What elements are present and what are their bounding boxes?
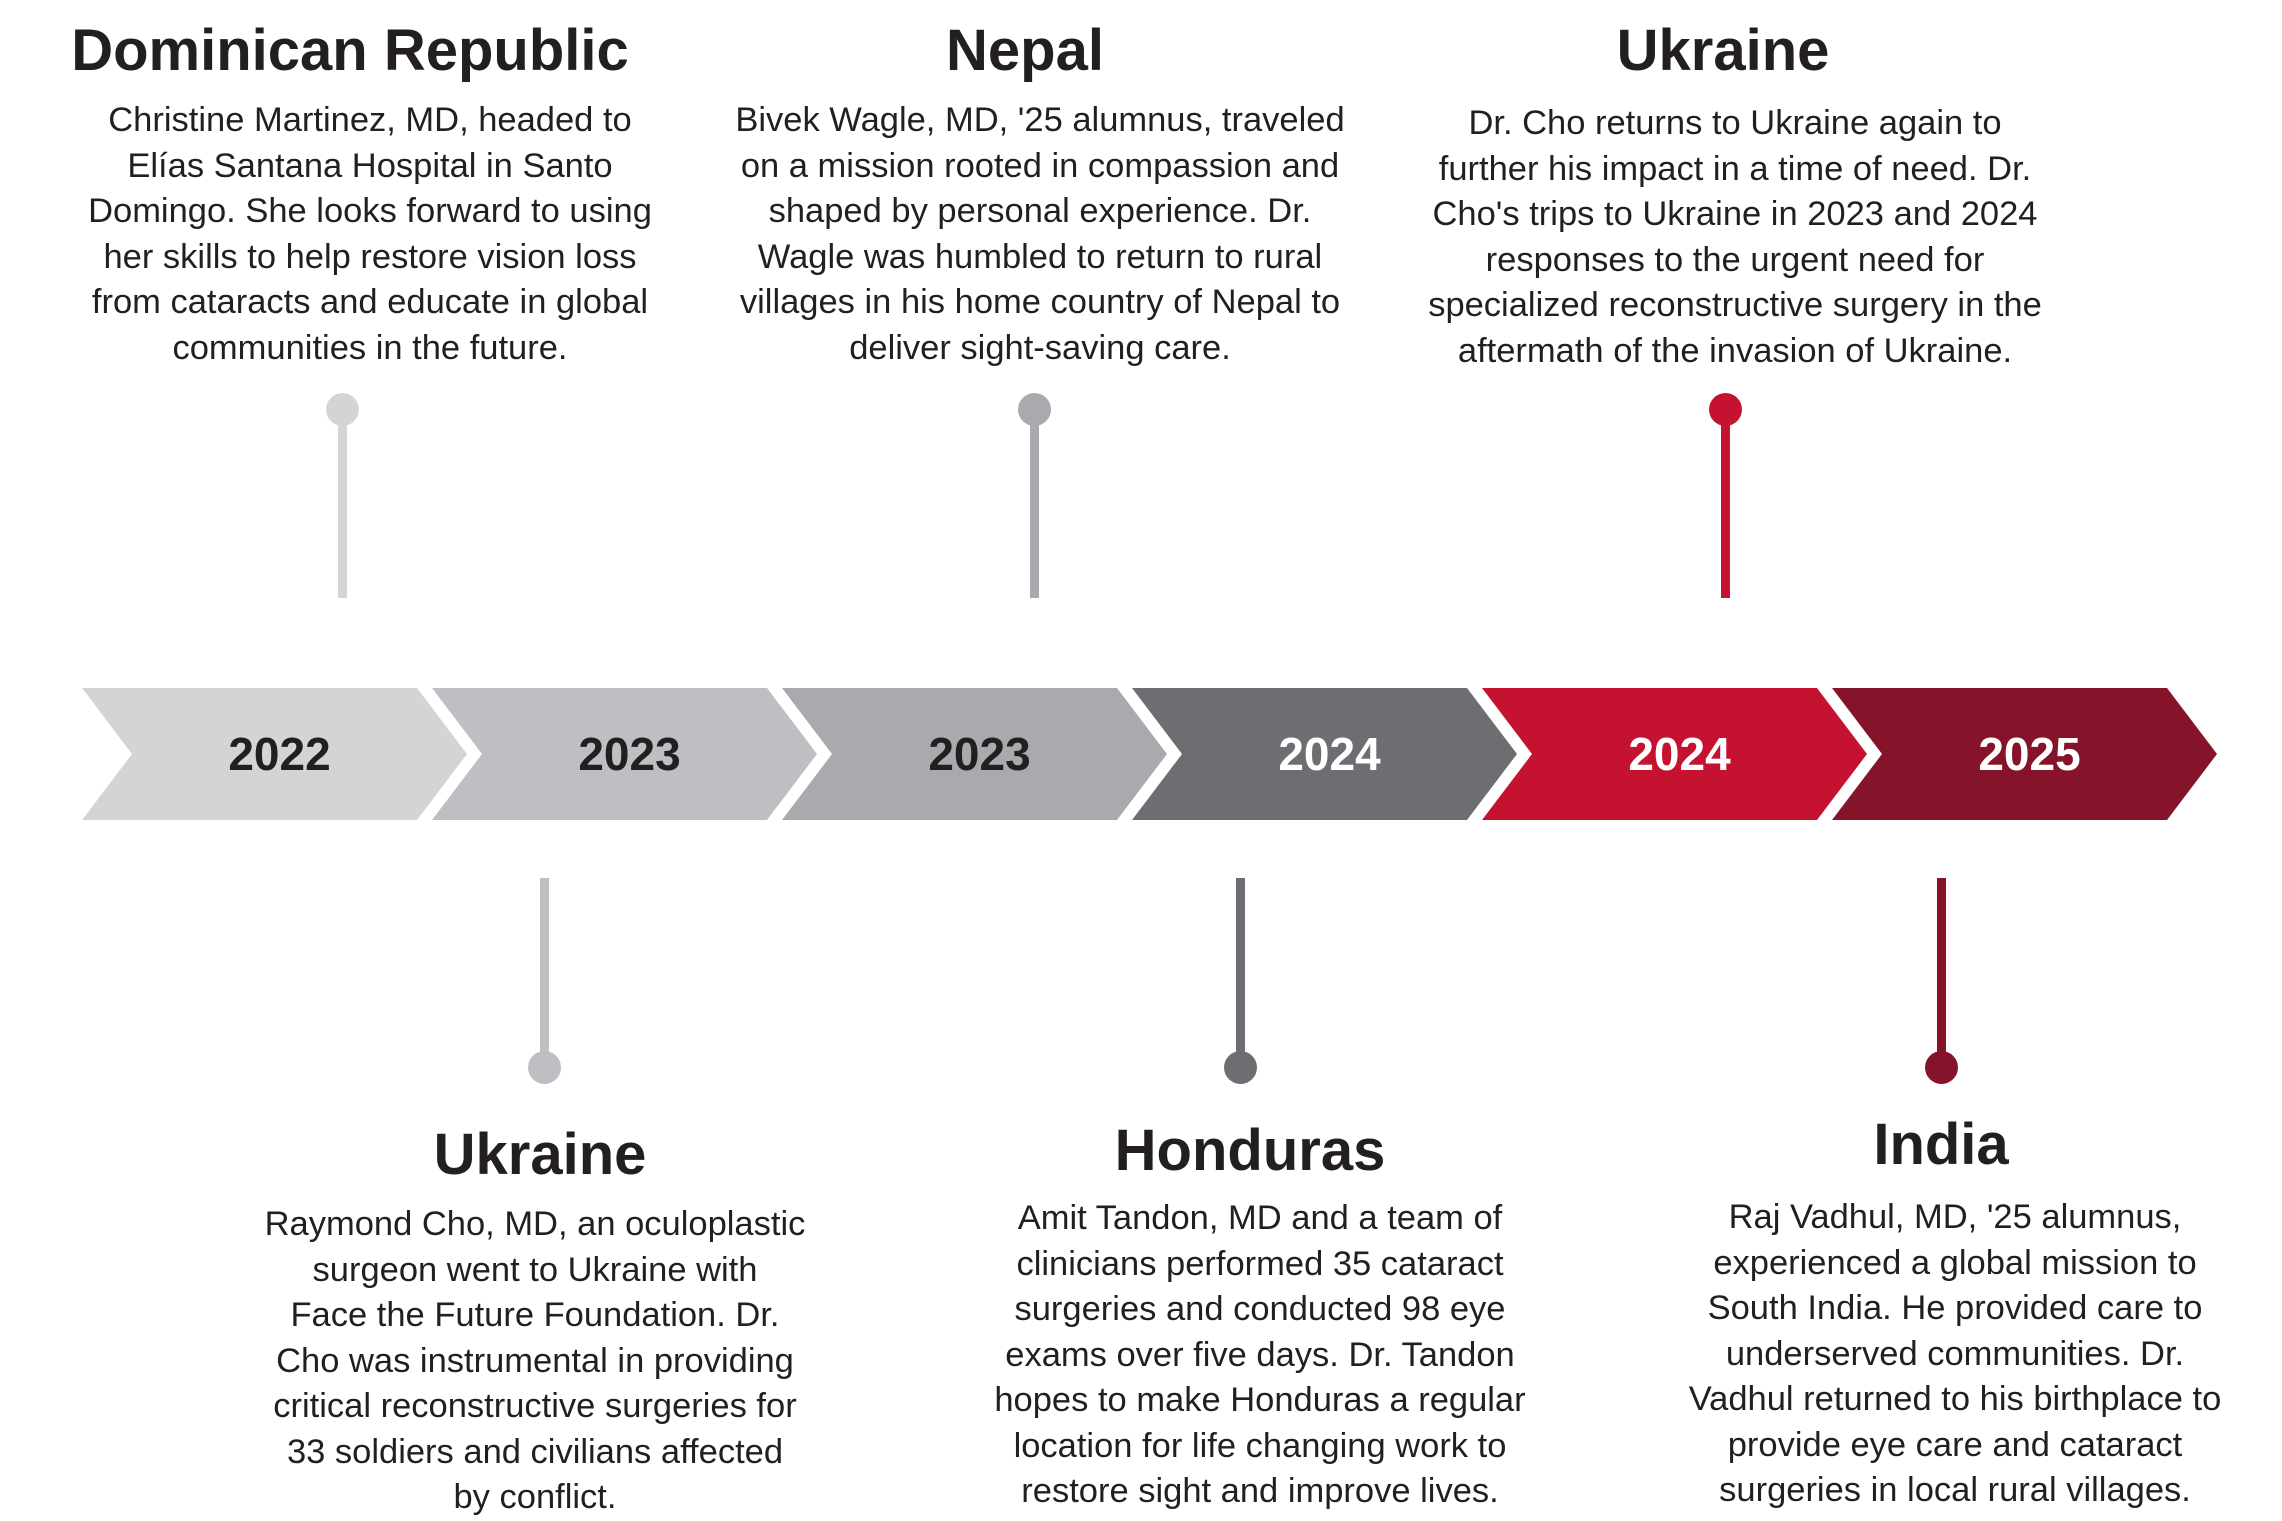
event-title-nepal: Nepal	[946, 18, 1104, 83]
timeline-year-label: 2025	[1978, 728, 2081, 780]
timeline-year-label: 2023	[578, 728, 681, 780]
event-marker-stem	[1721, 408, 1730, 598]
event-description-dominican-republic: Christine Martinez, MD, headed to Elías Santana Hospital in Santo Domingo. She looks forward to using her skills to help restore vision loss from cataracts and educate in global communities in the future.	[88, 101, 652, 367]
timeline-year-label: 2024	[1278, 728, 1381, 780]
event-description-honduras: Amit Tandon, MD and a team of clinicians performed 35 cataract surgeries and conducted 98 eye exams over five days. Dr. Tandon hopes to make Honduras a regular location for life changing work to restore sight and improve lives.	[994, 1199, 1526, 1510]
event-title-india: India	[1873, 1112, 2009, 1177]
event-marker-stem	[540, 878, 549, 1068]
timeline-year-label: 2023	[928, 728, 1031, 780]
event-marker-dot	[1224, 1051, 1257, 1084]
event-title-ukraine-2024: Ukraine	[1616, 18, 1830, 83]
event-title-ukraine-2023: Ukraine	[433, 1122, 647, 1187]
event-marker-dot	[528, 1051, 561, 1084]
event-title-dominican-republic: Dominican Republic	[71, 18, 629, 83]
event-title-honduras: Honduras	[1114, 1118, 1386, 1183]
event-description-ukraine-2024: Dr. Cho returns to Ukraine again to further his impact in a time of need. Dr. Cho's trips to Ukraine in 2023 and 2024 responses to the urgent need for specialized reconstructive surgery in the aftermath of the invasion of Ukraine.	[1428, 104, 2042, 370]
timeline-year-label: 2022	[228, 728, 331, 780]
timeline-year-label: 2024	[1628, 728, 1731, 780]
event-description-nepal: Bivek Wagle, MD, '25 alumnus, traveled on a mission rooted in compassion and shaped by personal experience. Dr. Wagle was humbled to return to rural villages in his home country of Nepal to deliver sight-saving care.	[735, 101, 1345, 367]
event-marker-dot	[1925, 1051, 1958, 1084]
timeline-segments	[82, 688, 2217, 820]
event-marker-stem	[338, 408, 347, 598]
event-marker-stem	[1030, 408, 1039, 598]
event-description-india: Raj Vadhul, MD, '25 alumnus, experienced a global mission to South India. He provided care to underserved communities. Dr. Vadhul returned to his birthplace to provide eye care and cataract surgeries in local rural villages.	[1688, 1198, 2222, 1509]
event-marker-stem	[1937, 878, 1946, 1068]
event-description-ukraine-2023: Raymond Cho, MD, an oculoplastic surgeon went to Ukraine with Face the Future Foundation. Dr. Cho was instrumental in providing critical reconstructive surgeries for 33 soldiers and civilians affected by conflict.	[264, 1205, 806, 1516]
event-marker-stem	[1236, 878, 1245, 1068]
